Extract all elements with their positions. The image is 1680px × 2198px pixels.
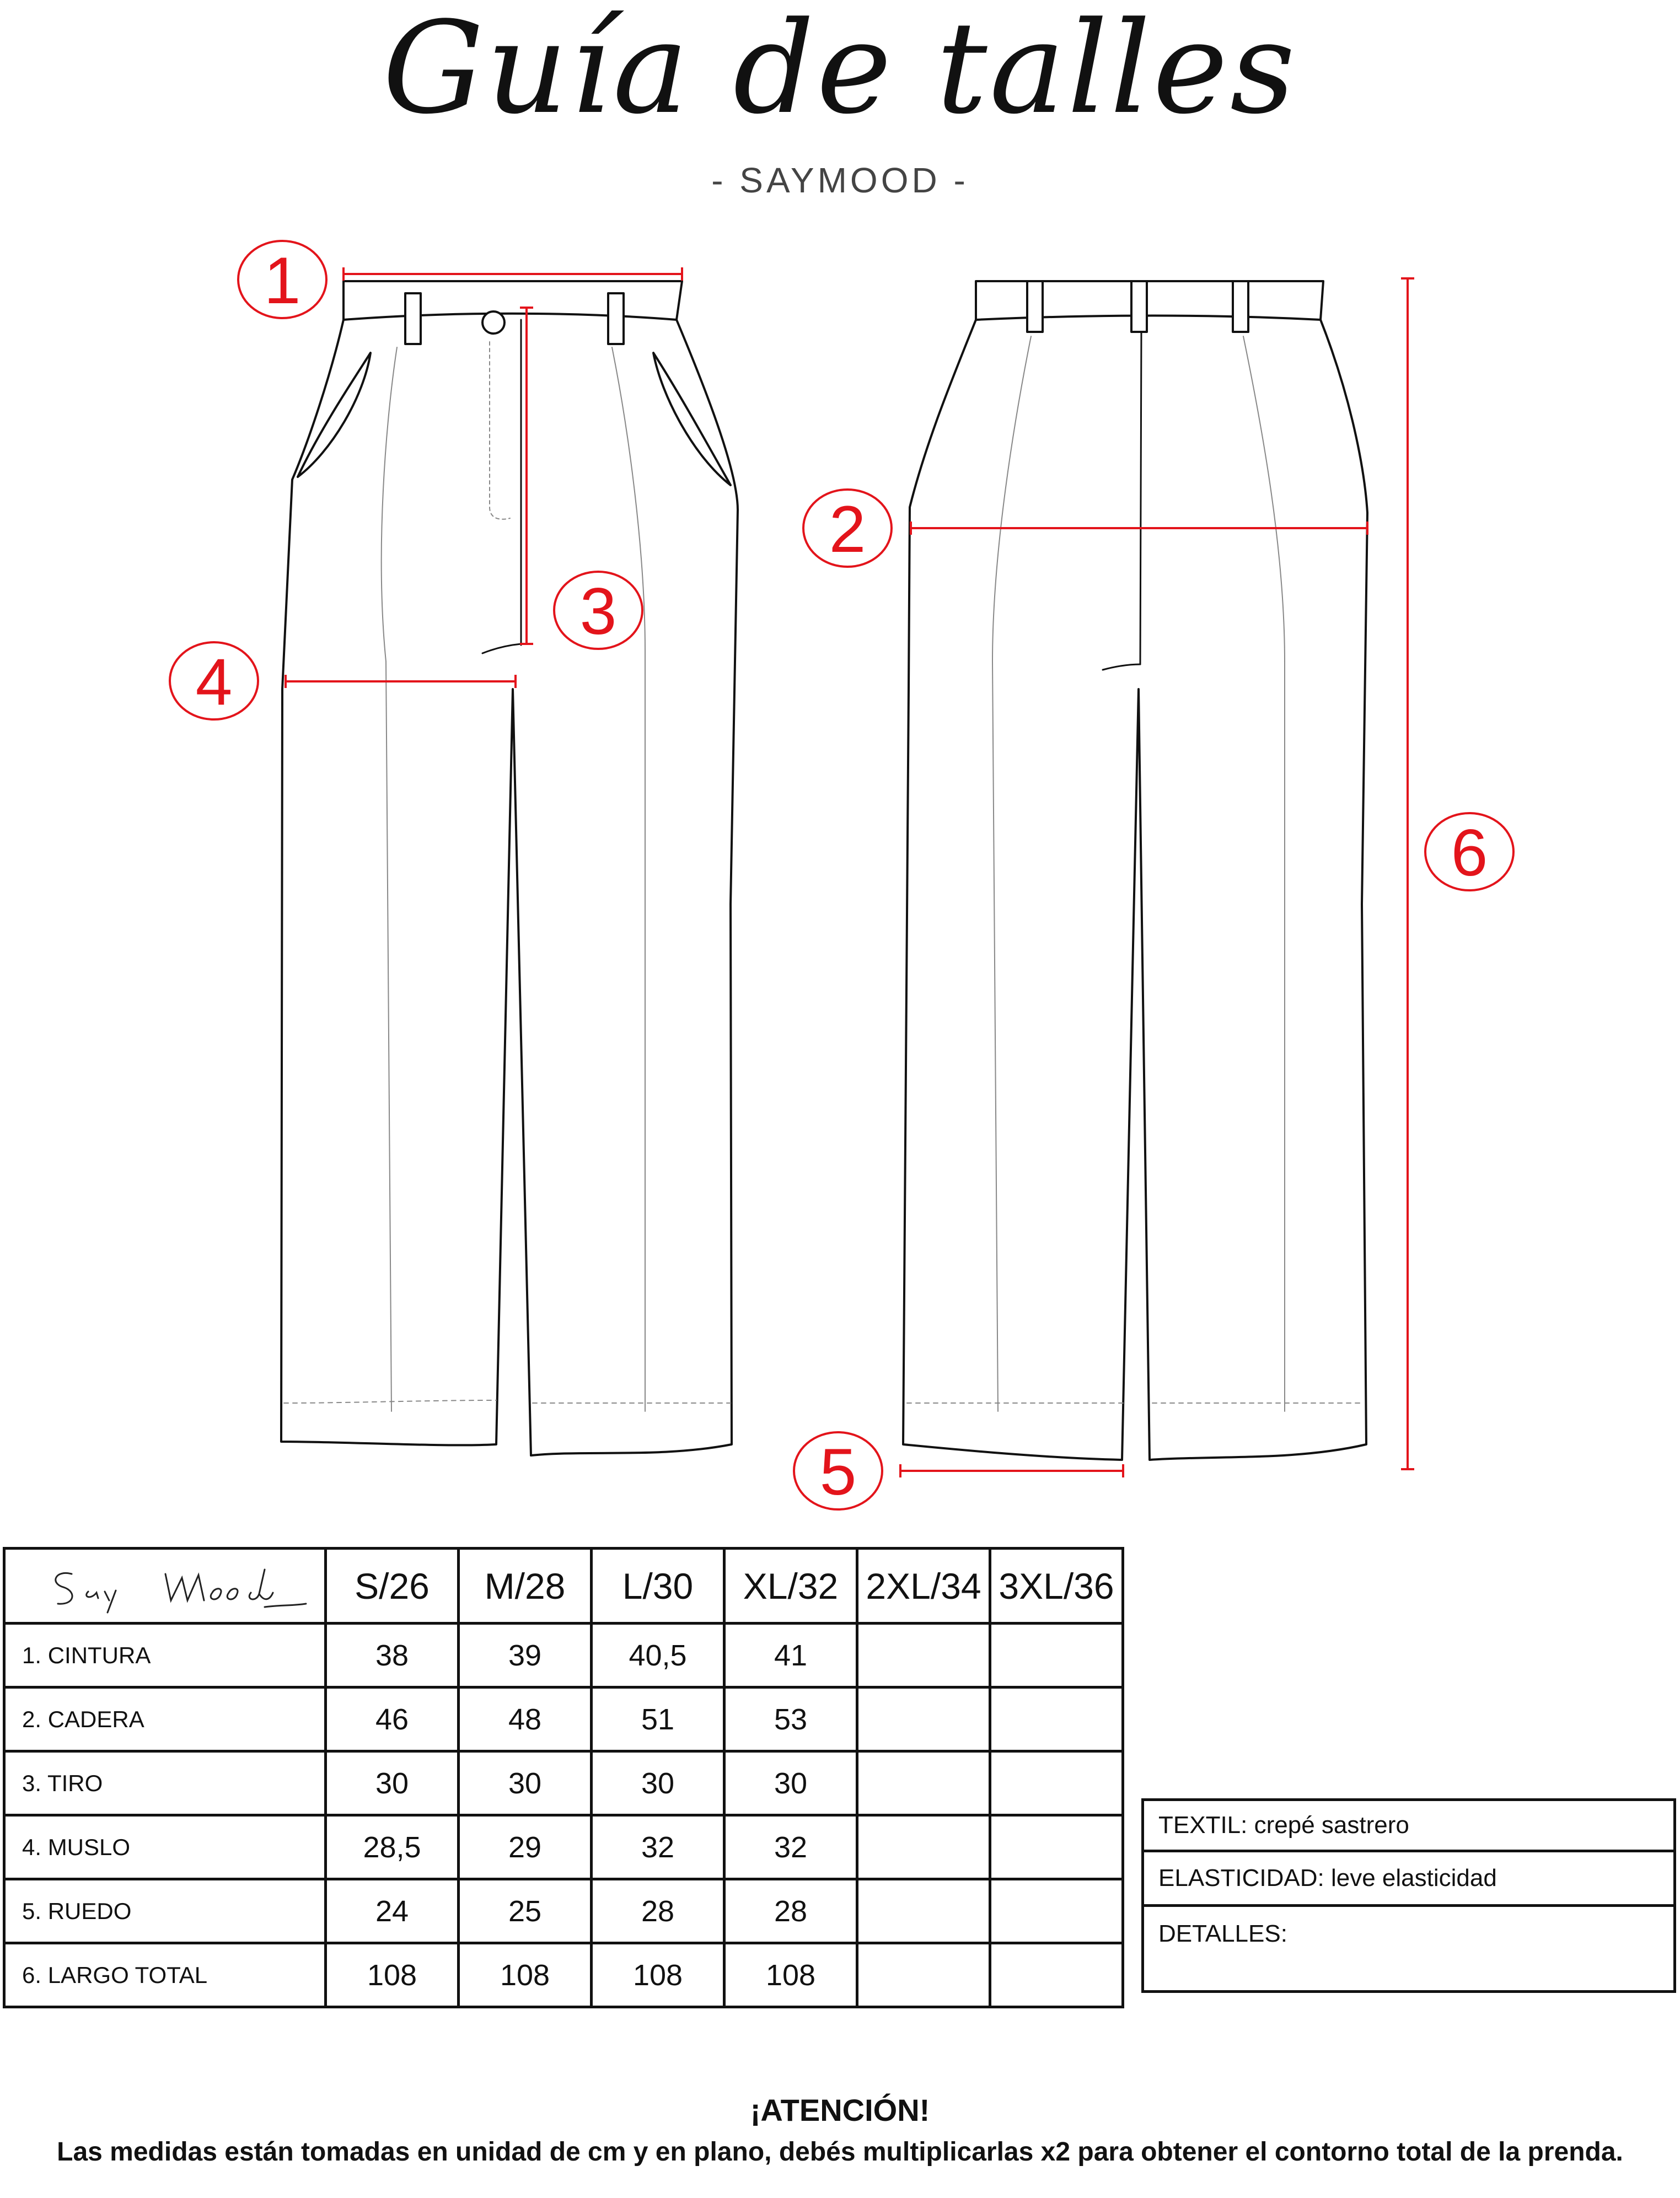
table-cell [857, 1624, 990, 1688]
row-label: 2. CADERA [4, 1688, 326, 1751]
table-cell: 40,5 [592, 1624, 724, 1688]
table-cell: 30 [459, 1751, 592, 1815]
table-cell: 28,5 [326, 1815, 459, 1879]
back-pants-drawing [903, 281, 1367, 1460]
page-title: Guía de talles [383, 0, 1297, 142]
size-header-xl: XL/32 [724, 1549, 857, 1624]
row-label: 5. RUEDO [4, 1879, 326, 1943]
table-cell: 30 [326, 1751, 459, 1815]
table-cell: 28 [724, 1879, 857, 1943]
table-cell: 38 [326, 1624, 459, 1688]
svg-text:1: 1 [264, 244, 301, 318]
size-header-2xl: 2XL/34 [857, 1549, 990, 1624]
table-row [4, 1688, 1123, 1751]
table-cell: 30 [724, 1751, 857, 1815]
fabric-elasticidad: ELASTICIDAD: leve elasticidad [1143, 1851, 1675, 1906]
size-table [3, 1547, 1124, 2008]
row-label: 3. TIRO [4, 1751, 326, 1815]
table-cell [857, 1943, 990, 2007]
table-cell [990, 1624, 1123, 1688]
table-cell: 108 [592, 1943, 724, 2007]
brand-logo-cell [4, 1549, 326, 1624]
row-label: 4. MUSLO [4, 1815, 326, 1879]
table-row [4, 1815, 1123, 1879]
svg-text:3: 3 [579, 574, 617, 648]
size-header-row [4, 1549, 1123, 1624]
brand-subtitle: - SAYMOOD - [711, 160, 969, 200]
table-row [4, 1624, 1123, 1688]
table-cell: 108 [326, 1943, 459, 2007]
measure-line-largo [1401, 278, 1414, 1469]
table-cell: 32 [724, 1815, 857, 1879]
svg-text:6: 6 [1451, 816, 1488, 890]
front-pants-drawing [281, 281, 738, 1455]
notice-title: ¡ATENCIÓN! [750, 2093, 930, 2127]
table-cell [990, 1815, 1123, 1879]
measure-line-cintura [343, 267, 682, 281]
svg-text:5: 5 [819, 1435, 857, 1509]
say-mood-signature-logo [6, 1553, 320, 1619]
marker-4 [170, 642, 258, 719]
table-cell [857, 1751, 990, 1815]
svg-text:2: 2 [829, 492, 866, 566]
table-cell [990, 1879, 1123, 1943]
table-row [4, 1879, 1123, 1943]
table-cell [857, 1815, 990, 1879]
table-cell [990, 1943, 1123, 2007]
table-cell: 39 [459, 1624, 592, 1688]
table-cell [857, 1879, 990, 1943]
fabric-textil: TEXTIL: crepé sastrero [1143, 1800, 1675, 1851]
table-cell: 28 [592, 1879, 724, 1943]
table-cell: 108 [724, 1943, 857, 2007]
table-cell: 24 [326, 1879, 459, 1943]
marker-1 [238, 241, 326, 318]
table-cell: 30 [592, 1751, 724, 1815]
table-row [4, 1751, 1123, 1815]
fabric-detalles: DETALLES: [1143, 1906, 1675, 1992]
row-label: 6. LARGO TOTAL [4, 1943, 326, 2007]
table-cell: 108 [459, 1943, 592, 2007]
table-cell: 29 [459, 1815, 592, 1879]
size-header-l: L/30 [592, 1549, 724, 1624]
table-cell: 41 [724, 1624, 857, 1688]
notice-text: Las medidas están tomadas en unidad de cm y en plano, debés multiplicarlas x2 para obtener el contorno total de la prenda. [57, 2137, 1623, 2167]
table-cell: 46 [326, 1688, 459, 1751]
table-row [4, 1943, 1123, 2007]
svg-text:4: 4 [195, 645, 233, 719]
table-cell: 32 [592, 1815, 724, 1879]
table-cell: 51 [592, 1688, 724, 1751]
marker-2 [803, 490, 892, 567]
measure-line-ruedo [900, 1464, 1123, 1477]
row-label: 1. CINTURA [4, 1624, 326, 1688]
marker-6 [1425, 813, 1513, 890]
size-header-m: M/28 [459, 1549, 592, 1624]
table-cell: 25 [459, 1879, 592, 1943]
table-cell: 48 [459, 1688, 592, 1751]
table-cell [990, 1688, 1123, 1751]
fabric-info-table [1141, 1798, 1676, 1993]
marker-5 [794, 1432, 882, 1509]
size-header-s: S/26 [326, 1549, 459, 1624]
size-header-3xl: 3XL/36 [990, 1549, 1123, 1624]
table-cell [990, 1751, 1123, 1815]
table-cell: 53 [724, 1688, 857, 1751]
table-cell [857, 1688, 990, 1751]
